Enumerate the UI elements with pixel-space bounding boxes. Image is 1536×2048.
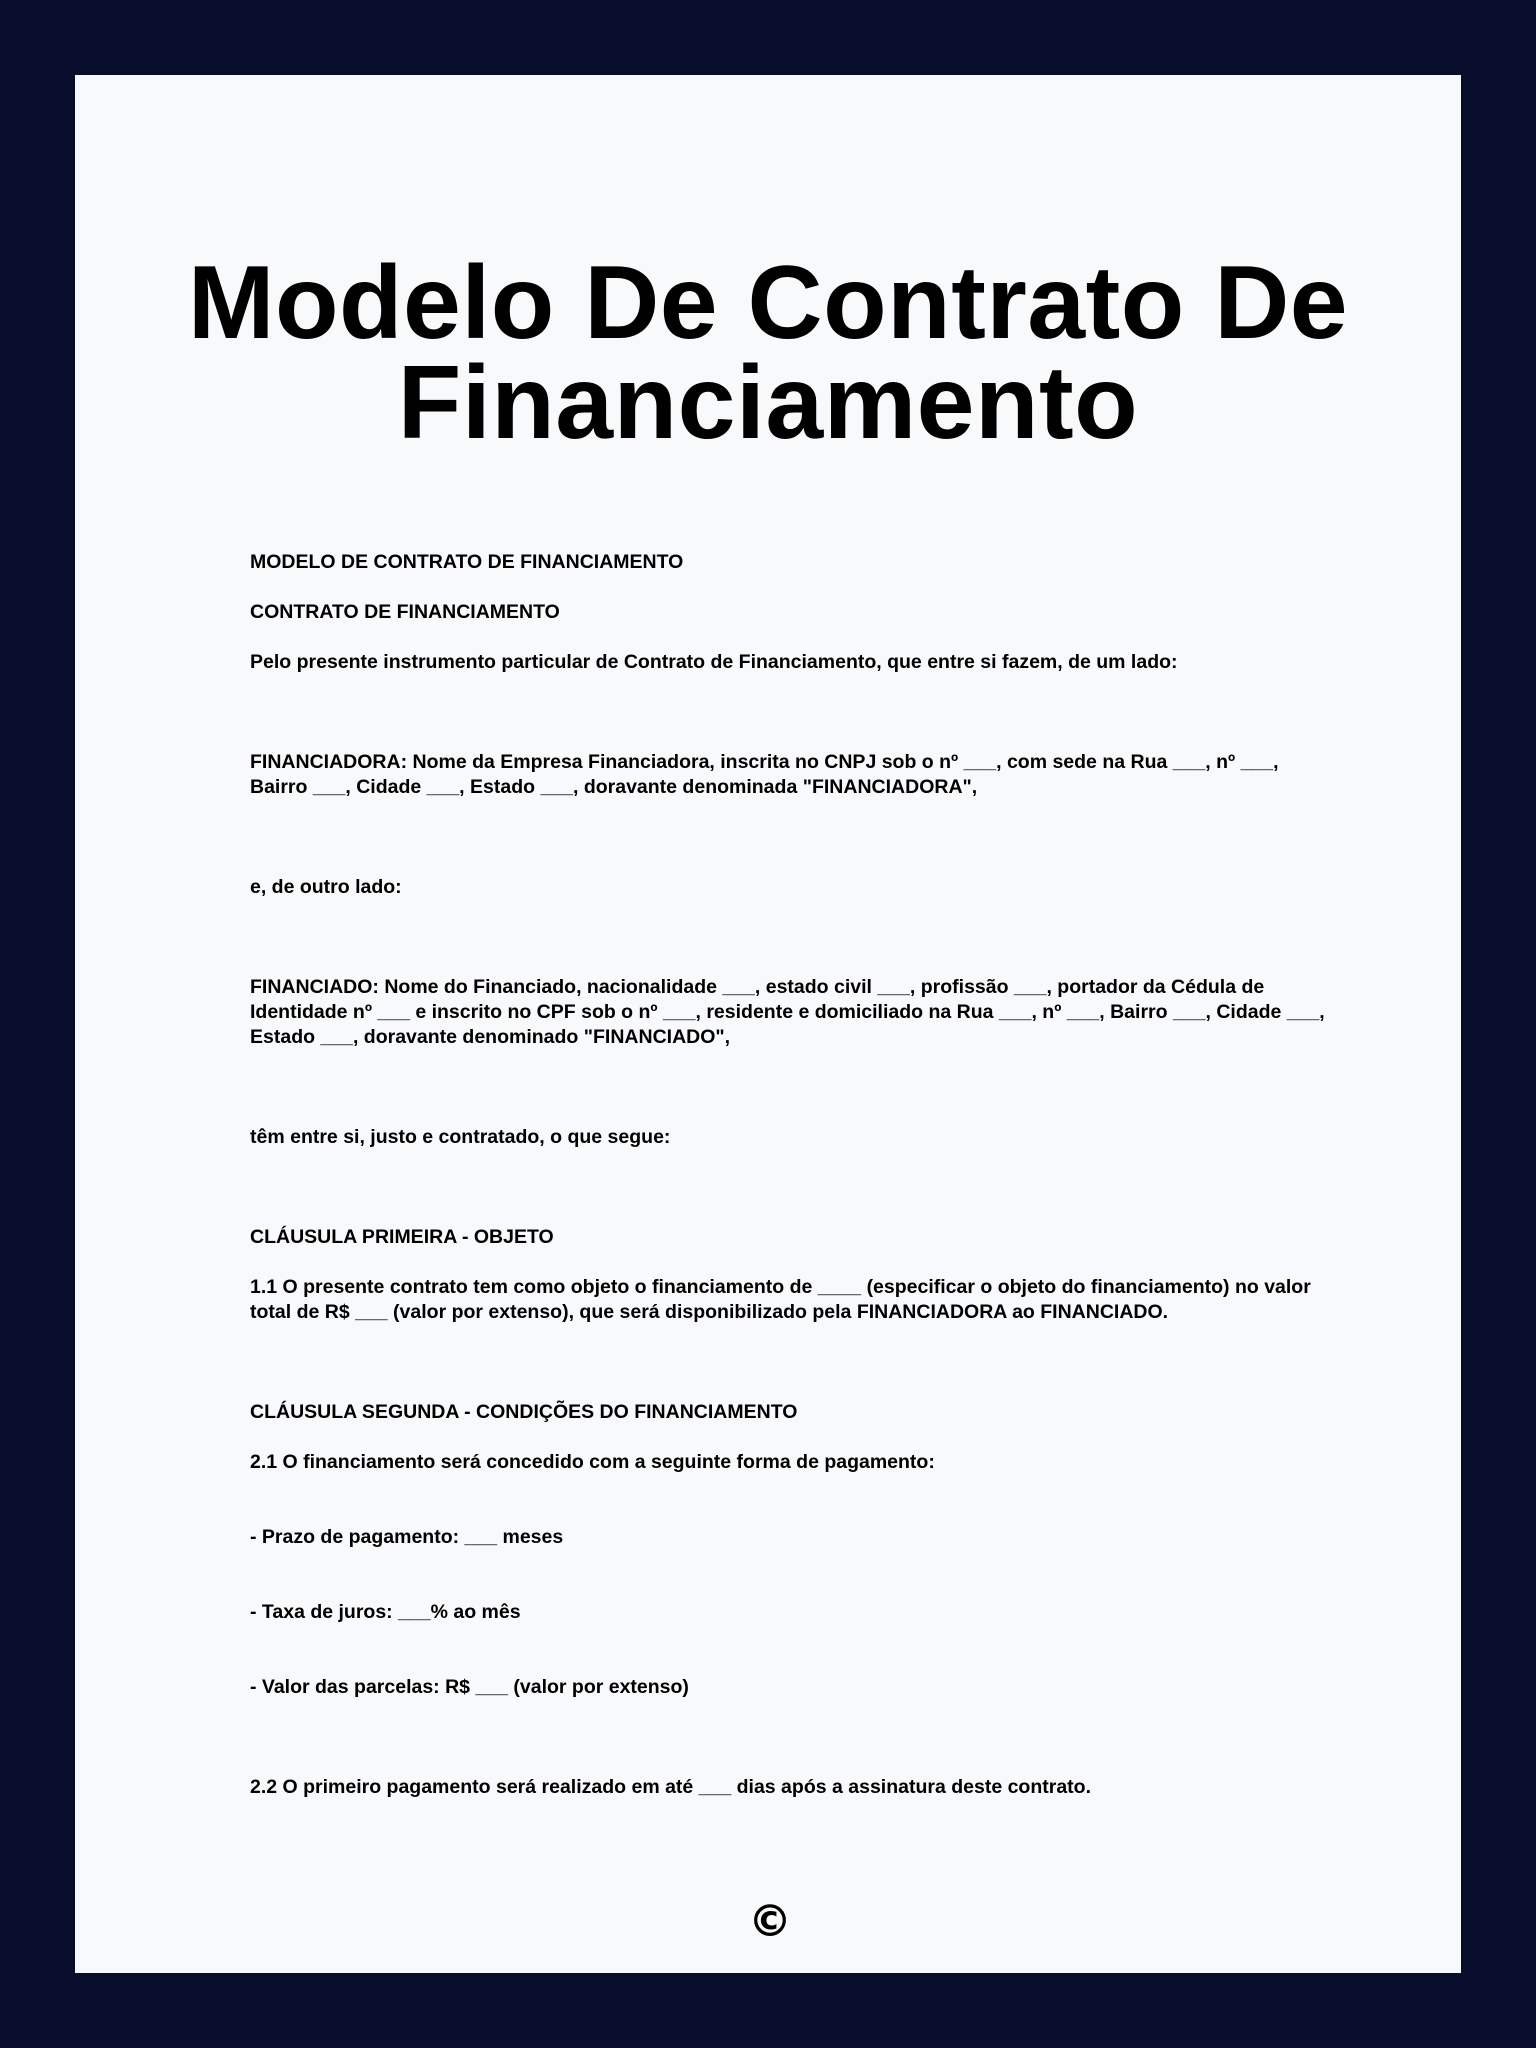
document-heading: MODELO DE CONTRATO DE FINANCIAMENTO — [250, 551, 684, 573]
payment-term-item: - Prazo de pagamento: ___ meses — [250, 1526, 564, 1548]
financiadora-paragraph: FINANCIADORA: Nome da Empresa Financiadora, inscrita no CNPJ sob o nº ___, com sede na Rua ___, nº ___, Bairro ___, Cidade ___, Estado ___, doravante denominada "FINANCIADORA", — [250, 751, 1279, 798]
copyright-icon: © — [748, 1896, 792, 1947]
agreement-paragraph: têm entre si, justo e contratado, o que segue: — [250, 1126, 671, 1148]
clause-two-heading: CLÁUSULA SEGUNDA - CONDIÇÕES DO FINANCIAMENTO — [250, 1401, 798, 1423]
clause-one-item-1-1: 1.1 O presente contrato tem como objeto o financiamento de ____ (especificar o objeto do financiamento) no valor total de R$ ___ (valor por extenso), que será disponibilizado pela FINANCIADORA ao FINANCIADO. — [250, 1276, 1311, 1323]
contract-heading: CONTRATO DE FINANCIAMENTO — [250, 601, 560, 623]
document-title-line-2: Financiamento — [397, 345, 1139, 461]
financiado-paragraph: FINANCIADO: Nome do Financiado, nacionalidade ___, estado civil ___, profissão ___, portador da Cédula de Identidade nº ___ e inscrito no CPF sob o nº ___, residente e domiciliado na Rua ___, nº ___, Bairro ___, Cidade ___, Estado ___, doravante denominado "FINANCIADO", — [250, 976, 1325, 1048]
installment-value-item: - Valor das parcelas: R$ ___ (valor por extenso) — [250, 1676, 689, 1698]
document-page — [75, 75, 1461, 1973]
clause-one-heading: CLÁUSULA PRIMEIRA - OBJETO — [250, 1226, 554, 1248]
clause-two-item-2-2: 2.2 O primeiro pagamento será realizado em até ___ dias após a assinatura deste contrato. — [250, 1776, 1091, 1798]
clause-two-item-2-1: 2.1 O financiamento será concedido com a seguinte forma de pagamento: — [250, 1451, 935, 1473]
interest-rate-item: - Taxa de juros: ___% ao mês — [250, 1601, 521, 1623]
document-body — [250, 75, 1350, 1973]
intro-paragraph: Pelo presente instrumento particular de Contrato de Financiamento, que entre si fazem, de um lado: — [250, 651, 1178, 673]
document-title-line-1: Modelo De Contrato De — [187, 245, 1349, 361]
other-party-paragraph: e, de outro lado: — [250, 876, 402, 898]
